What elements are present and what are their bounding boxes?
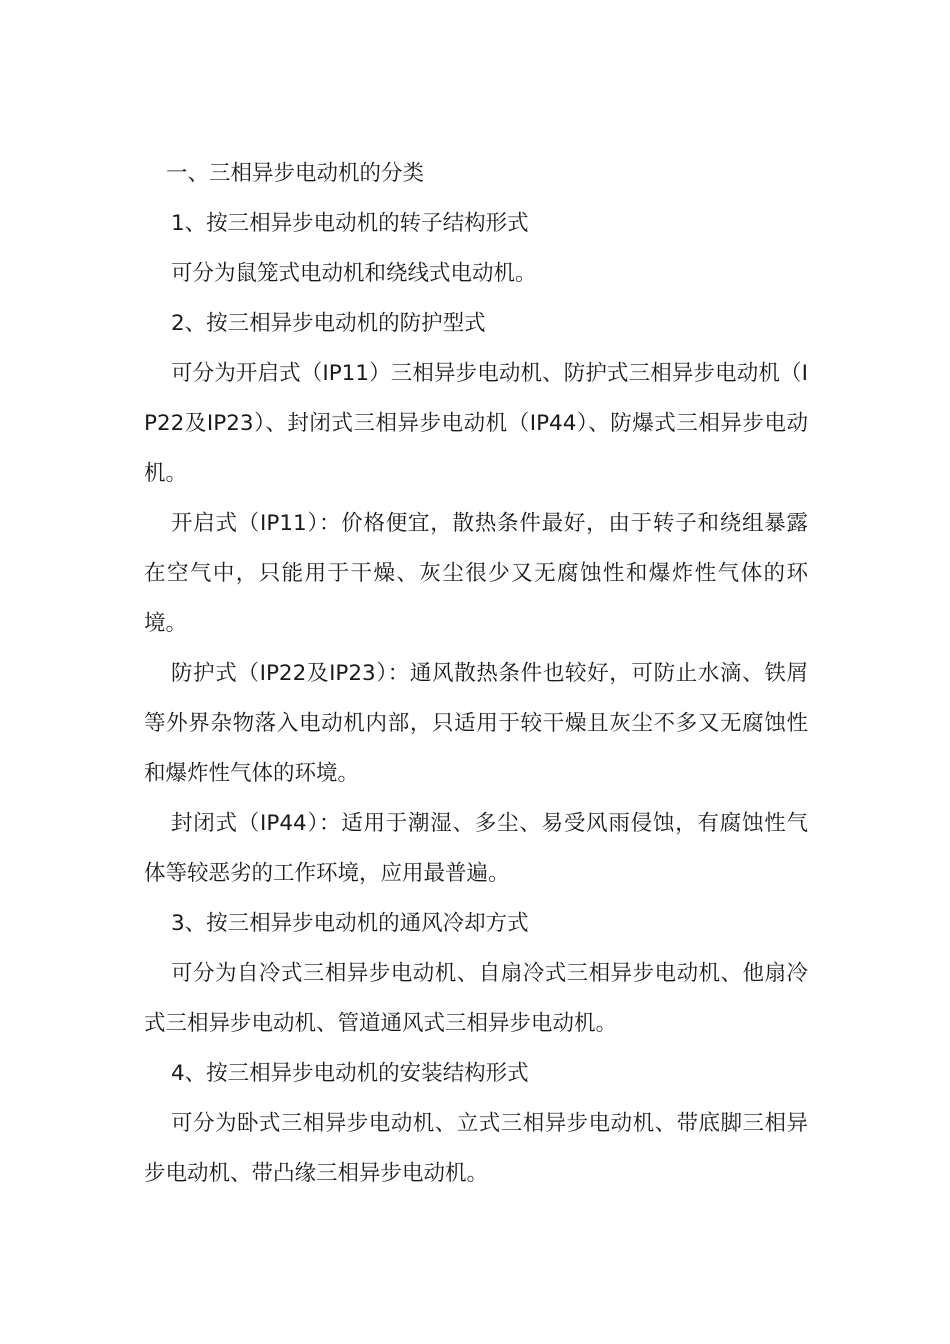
paragraph-protected-type: 防护式（IP22及IP23）：通风散热条件也较好，可防止水滴、铁屑等外界杂物落入电动机内部，只适用于较干燥且灰尘不多又无腐蚀性和爆炸性气体的环境。 <box>144 661 808 786</box>
subsection-heading-protection-type: 2、按三相异步电动机的防护型式 <box>171 311 486 336</box>
paragraph-open-type: 开启式（IP11）：价格便宜，散热条件最好，由于转子和绕组暴露在空气中，只能用于干燥、灰尘很少又无腐蚀性和爆炸性气体的环境。 <box>144 511 808 636</box>
paragraph-rotor-types: 可分为鼠笼式电动机和绕线式电动机。 <box>171 261 537 286</box>
subsection-heading-rotor-structure: 1、按三相异步电动机的转子结构形式 <box>171 211 529 236</box>
paragraph-enclosed-type: 封闭式（IP44）：适用于潮湿、多尘、易受风雨侵蚀，有腐蚀性气体等较恶劣的工作环境，应用最普遍。 <box>144 811 808 886</box>
subsection-heading-mounting-structure: 4、按三相异步电动机的安装结构形式 <box>171 1061 529 1086</box>
document-body <box>144 149 808 1199</box>
paragraph-protection-types: 可分为开启式（IP11）三相异步电动机、防护式三相异步电动机（IP22及IP23）、封闭式三相异步电动机（IP44）、防爆式三相异步电动机。 <box>144 361 808 486</box>
paragraph-cooling-types: 可分为自冷式三相异步电动机、自扇冷式三相异步电动机、他扇冷式三相异步电动机、管道通风式三相异步电动机。 <box>144 961 808 1036</box>
section-heading: 一、三相异步电动机的分类 <box>166 161 425 186</box>
paragraph-mounting-types: 可分为卧式三相异步电动机、立式三相异步电动机、带底脚三相异步电动机、带凸缘三相异步电动机。 <box>144 1111 808 1186</box>
subsection-heading-cooling-method: 3、按三相异步电动机的通风冷却方式 <box>171 911 529 936</box>
